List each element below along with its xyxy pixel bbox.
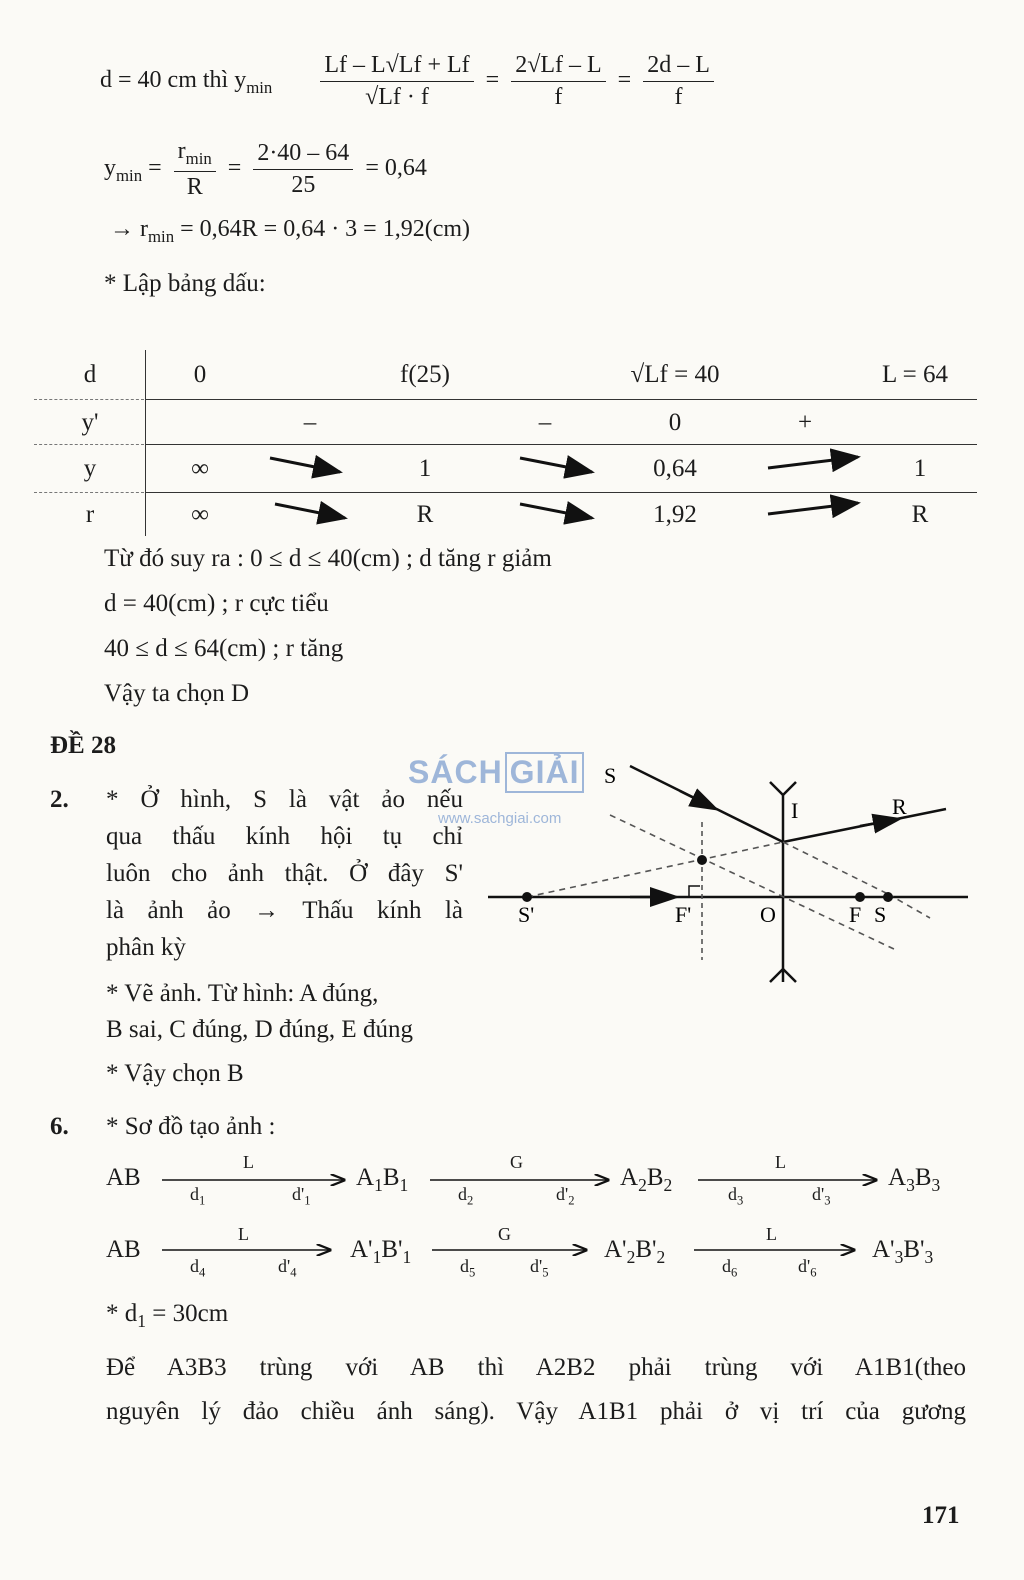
scheme-object-distance: $d_1$ [190,1184,206,1208]
formula-prefix: d = 40 cm thì y [100,67,247,94]
scheme-image: $A_1B_1$ [356,1164,409,1196]
problem-2-line: phân kỳ [106,934,186,961]
scheme-arrows [0,1240,1024,1260]
formula-rmin: → $r_{min} = 0,64R = 0,64 \cdot 3 = 1,92(cm)$ [110,216,471,246]
increasing-arrow [768,457,858,468]
y-value: 1 [418,455,432,482]
decreasing-arrow [270,458,340,472]
scheme-image-distance: $d'_4$ [278,1256,297,1280]
r-value: R [416,501,434,528]
d1-value-line: * $d_1 = 30cm$ [106,1300,229,1332]
conclusion-line: Từ đó suy ra : 0 ≤ d ≤ 40(cm) ; d tăng r giảm [104,545,552,572]
conclusion-line: 40 ≤ d ≤ 64(cm) ; r tăng [104,635,344,662]
problem-6-intro: * Sơ đồ tạo ảnh : [106,1113,276,1140]
variation-arrows [0,0,1024,560]
ray-arrow [680,791,706,804]
right-angle-mark [689,886,700,897]
point-s [883,892,893,902]
y-value: 1 [913,455,927,482]
scheme-start: AB [106,1236,141,1263]
scheme-image-distance: $d'_6$ [798,1256,817,1280]
r-value: ∞ [191,501,209,528]
d-value: 0 [193,361,207,388]
yprime-sign: + [797,409,813,436]
label-f-prime: F' [675,902,692,927]
fraction-r-over-R: $\frac{r_{min}}{R}$ [174,138,216,201]
scheme-image-distance: $d'_3$ [812,1184,831,1208]
ray-arrow [860,821,888,826]
decreasing-arrow [520,458,592,472]
scheme-image: $A'_2B'_2$ [604,1236,666,1268]
fraction-3: $\frac{2d - L}{f}$ [643,52,714,111]
scheme-element-label: G [498,1224,511,1244]
row-label-y: y [83,455,97,482]
scheme-element-label: L [238,1224,249,1244]
scheme-object-distance: $d_2$ [458,1184,474,1208]
label-i: I [791,798,799,823]
formula-subscript: min [246,77,273,97]
lens-diagram [480,750,980,990]
d-value: f(25) [400,361,450,388]
problem-2-line: luôn cho ảnh thật. Ở đây S' [106,860,463,887]
row-label-d: d [83,361,97,388]
scheme-object-distance: $d_4$ [190,1256,206,1280]
row-label-yprime: y' [81,409,99,436]
incident-ray [630,766,783,842]
label-f: F [849,902,862,927]
parallel-construction-line [610,815,896,950]
increasing-arrow [768,503,858,514]
problem-2-line: qua thấu kính hội tụ chỉ [106,823,463,850]
scheme-image: $A_3B_3$ [888,1164,941,1196]
decreasing-arrow [275,504,345,518]
scheme-image-distance: $d'_2$ [556,1184,575,1208]
scheme-image-distance: $d'_1$ [292,1184,311,1208]
scheme-image: $A'_1B'_1$ [350,1236,412,1268]
scheme-object-distance: $d_3$ [728,1184,744,1208]
label-o: O [760,902,776,927]
scheme-image-distance: $d'_5$ [530,1256,549,1280]
extension-line [783,842,888,894]
r-value: R [911,501,929,528]
problem-6-number: 6. [50,1113,69,1140]
equals: = [485,67,500,94]
decreasing-arrow [520,504,592,518]
conclusion-line: d = 40(cm) ; r cực tiểu [104,590,329,617]
virtual-ray-line [527,842,783,897]
watermark-url: www.sachgiai.com [438,810,562,827]
yprime-sign: 0 [668,409,682,436]
focal-plane-point [697,855,707,865]
scheme-element-label: L [243,1152,254,1172]
scheme-element-label: L [775,1152,786,1172]
label-s-top: S [604,763,617,788]
scheme-start: AB [106,1164,141,1191]
problem-2-line: B sai, C đúng, D đúng, E đúng [106,1016,413,1043]
fraction-1: $\frac{Lf - L√Lf + Lf}{√Lf \cdot f}$ [320,52,473,111]
scheme-object-distance: $d_5$ [460,1256,476,1280]
y-value: 0,64 [653,455,697,482]
r-value: 1,92 [653,501,697,528]
scheme-image: $A_2B_2$ [620,1164,673,1196]
problem-2-line: * Vẽ ảnh. Từ hình: A đúng, [106,980,379,1007]
problem-2-number: 2. [50,786,69,813]
sign-table-intro: * Lập bảng dấu: [104,270,266,297]
point-f [855,892,865,902]
label-s-prime: S' [518,902,535,927]
problem-2-line: * Vậy chọn B [106,1060,244,1087]
fraction-numeric: $\frac{2\cdot 40 - 64}{25}$ [253,140,353,199]
label-r: R [892,794,907,819]
label-s-axis: S [874,902,887,927]
problem-2-line: là ảnh ảo → Thấu kính là [106,897,463,924]
point-s-prime [522,892,532,902]
yprime-sign: – [538,409,552,436]
fraction-2: $\frac{2√Lf - L}{f}$ [511,52,605,111]
conclusion-line: Vậy ta chọn D [104,680,250,707]
scheme-element-label: G [510,1152,523,1172]
problem-2-line: * Ở hình, S là vật ảo nếu [106,786,463,813]
section-title: ĐỀ 28 [50,732,116,759]
yprime-sign: – [303,409,317,436]
scheme-arrows [0,1170,1024,1190]
explanation-line: nguyên lý đảo chiều ánh sáng). Vậy A1B1 phải ở vị trí của gương [106,1398,966,1425]
y-value: ∞ [191,455,209,482]
row-label-r: r [85,501,95,528]
scheme-element-label: L [766,1224,777,1244]
explanation-line: Để A3B3 trùng với AB thì A2B2 phải trùng với A1B1(theo [106,1354,966,1381]
formula-ymin-value: $y_{min}$ = $\frac{r_{min}}{R}$ = $\frac{2\cdot 40 - 64}{25}$ = 0,64 [104,138,427,200]
scheme-object-distance: $d_6$ [722,1256,738,1280]
equals: = [617,67,632,94]
d-value: L = 64 [882,361,948,388]
watermark-brand: SÁCH GIẢI [408,752,584,793]
d-value: √Lf = 40 [630,361,720,388]
lens-top-tip [770,782,796,795]
scheme-image: $A'_3B'_3$ [872,1236,934,1268]
page-number: 171 [922,1502,960,1529]
